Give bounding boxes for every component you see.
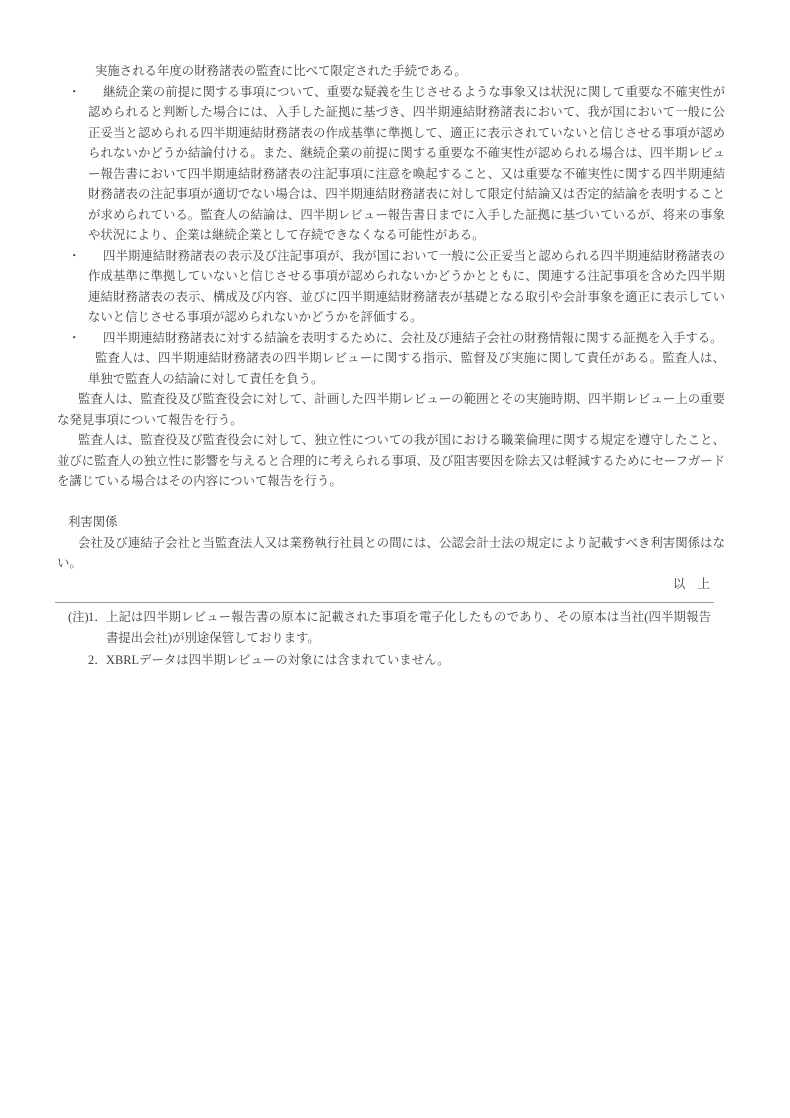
footnote-item xyxy=(68,650,790,671)
bullet-list xyxy=(0,82,790,390)
footnote-label: (注) xyxy=(68,610,89,624)
bullet-item-going-concern xyxy=(68,82,725,246)
footnote-number: 2． xyxy=(88,652,107,667)
bullet-sub-paragraph: 監査人は、四半期連結財務諸表の四半期レビューに関する指示、監督及び実施に関して責任がある。監査人は、単独で監査人の結論に対して責任を負う。 xyxy=(88,351,725,386)
bullet-item-presentation xyxy=(68,246,725,328)
footnote-label-spacer xyxy=(68,650,88,671)
bullet-text: 四半期連結財務諸表に対する結論を表明するために、会社及び連結子会社の財務情報に関する証拠を入手する。 xyxy=(103,330,723,345)
footnotes xyxy=(68,607,790,671)
footnote-number: 1． xyxy=(88,610,107,624)
footnote-item xyxy=(68,607,790,650)
paragraph-independence: 監査人は、監査役及び監査役会に対して、独立性についての我が国における職業倫理に関する規定を遵守したこと、並びに監査人の独立性に影響を与えると合理的に考えられる事項、及び阻害要因を除去又は軽減するためにセーフガードを講じている場合はその内容について報告を行う。 xyxy=(57,433,725,488)
bullet-item-evidence xyxy=(68,328,725,390)
closing-statement: 以 上 xyxy=(672,576,710,591)
divider-rule xyxy=(55,602,714,603)
paragraph-report-scope: 監査人は、監査役及び監査役会に対して、計画した四半期レビューの範囲とその実施時期、四半期レビュー上の重要な発見事項について報告を行う。 xyxy=(57,392,725,427)
paragraph-interests: 会社及び連結子会社と当監査法人又は業務執行社員との間には、公認会計士法の規定により記載すべき利害関係はない。 xyxy=(57,535,725,570)
bullet-icon: ・ xyxy=(68,248,81,263)
section-heading-interests: 利害関係 xyxy=(68,515,118,529)
bullet-icon: ・ xyxy=(68,330,81,345)
bullet-icon: ・ xyxy=(68,84,81,99)
continuation-paragraph: 実施される年度の財務諸表の監査に比べて限定された手続である。 xyxy=(95,64,467,78)
footnote-text: XBRLデータは四半期レビューの対象には含まれていません。 xyxy=(106,652,450,667)
bullet-text: 継続企業の前提に関する事項について、重要な疑義を生じさせるような事象又は状況に関して重要な不確実性が認められると判断した場合には、入手した証拠に基づき、四半期連結財務諸表において、我が国において一般に公正妥当と認められる四半期連結財務諸表の作成基準に準拠して、適正に表示されていないと信じさせる事項が認められないかどうか結論付ける。また、継続企業の前提に関する重要な不確実性が認められる場合は、四半期レビュー報告書において四半期連結財務諸表の注記事項に注意を喚起すること、又は重要な不確実性に関する四半期連結財務諸表の注記事項が適切でない場合は、四半期連結財務諸表に対して限定付結論又は否定的結論を表明することが求められている。監査人の結論は、四半期レビュー報告書日までに入手した証拠に基づいているが、将来の事象や状況により、企業は継続企業として存続できなくなる可能性がある。 xyxy=(88,84,725,242)
bullet-text: 四半期連結財務諸表の表示及び注記事項が、我が国において一般に公正妥当と認められる四半期連結財務諸表の作成基準に準拠していないと信じさせる事項が認められないかどうかとともに、関連する注記事項を含めた四半期連結財務諸表の表示、構成及び内容、並びに四半期連結財務諸表が基礎となる取引や会計事象を適正に表示していないと信じさせる事項が認められないかどうかを評価する。 xyxy=(88,248,725,324)
footnote-text: 上記は四半期レビュー報告書の原本に記載された事項を電子化したものであり、その原本は当社(四半期報告書提出会社)が別途保管しております。 xyxy=(106,610,711,646)
